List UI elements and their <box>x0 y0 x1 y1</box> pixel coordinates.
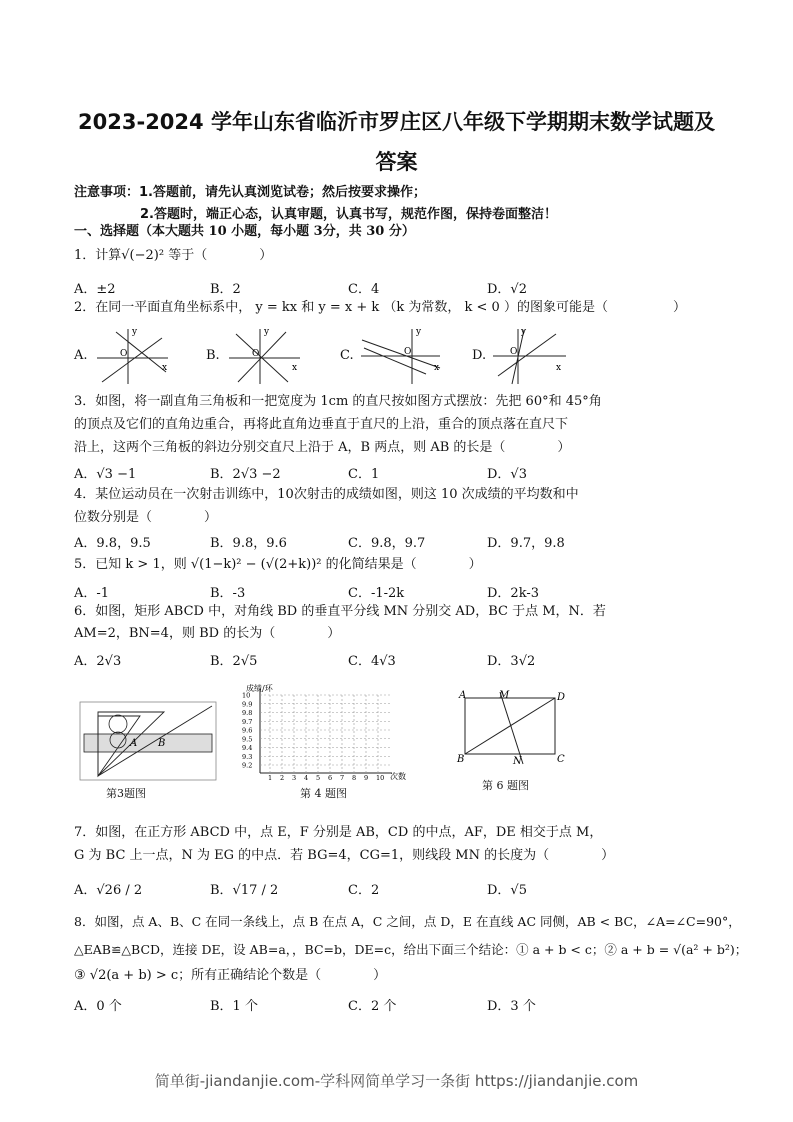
q2-graph-b <box>224 326 304 386</box>
q6-option-b: B．2√5 <box>210 654 258 669</box>
question-4-line1: 4．某位运动员在一次射击训练中，10次射击的成绩如图，则这 10 次成绩的平均数和中 <box>74 487 579 502</box>
y-tick-label: 9.3 <box>242 752 253 761</box>
origin-label: O <box>252 349 260 359</box>
q7-option-a: A．√26 / 2 <box>74 883 143 898</box>
y-tick-label: 9.5 <box>242 735 253 744</box>
figure-6-rectangle <box>455 688 575 768</box>
question-7-line2: G 为 BC 上一点，N 为 EG 的中点．若 BG=4，CG=1，则线段 MN 的长度为（ ） <box>74 848 615 863</box>
question-3-line2: 的顶点及它们的直角边重合，再将此直角边垂直于直尺的上沿，重合的顶点落在直尺下 <box>74 417 569 432</box>
point-d-label: D <box>557 692 566 703</box>
page-footer: 简单街-jiandanjie.com-学科网简单学习一条街 https://jiandanjie.com <box>154 1072 639 1090</box>
q3-option-b: B．2√3 −2 <box>210 467 281 482</box>
q2-option-a: A. <box>74 348 88 363</box>
y-tick-label: 9.8 <box>242 709 253 717</box>
figure-3-ruler-triangles <box>80 702 216 780</box>
question-3-line1: 3．如图，将一副直角三角板和一把宽度为 1cm 的直尺按如图方式摆放：先把 60°和 45°角 <box>74 394 602 409</box>
origin-label: O <box>510 347 518 357</box>
x-tick-label: 9 <box>364 774 369 782</box>
x-tick-label: 1 <box>268 774 273 782</box>
point-m-label: M <box>499 690 510 701</box>
q3-option-c: C．1 <box>348 467 380 482</box>
y-tick-label: 9.6 <box>242 726 253 735</box>
y-tick-label: 9.7 <box>242 717 253 726</box>
question-8-line1: 8．如图，点 A、B、C 在同一条线上，点 B 在点 A，C 之间，点 D，E 在直线 AC 同侧，AB < BC，∠A=∠C=90°， <box>74 914 741 929</box>
x-tick-label: 7 <box>340 774 345 782</box>
q6-option-c: C．4√3 <box>348 654 396 669</box>
q4-option-d: D．9.7，9.8 <box>487 536 565 551</box>
y-axis-label: y <box>264 327 270 337</box>
q6-option-d: D．3√2 <box>487 654 536 669</box>
q4-option-c: C．9.8，9.7 <box>348 536 426 551</box>
point-b-label: B <box>158 738 166 749</box>
point-c-label: C <box>557 754 565 765</box>
question-4-line2: 位数分别是（ ） <box>74 510 218 525</box>
x-tick-label: 4 <box>304 774 309 782</box>
q8-option-a: A．0 个 <box>74 999 122 1014</box>
q1-option-c: C．4 <box>348 282 380 297</box>
point-n-label: N <box>513 756 522 767</box>
q5-option-c: C．-1-2k <box>348 586 405 601</box>
q2-option-c: C. <box>340 348 354 363</box>
question-6-line2: AM=2，BN=4，则 BD 的长为（ ） <box>74 626 341 641</box>
y-axis-label: y <box>416 327 422 337</box>
q4-option-a: A．9.8，9.5 <box>74 536 151 551</box>
q7-option-c: C．2 <box>348 883 380 898</box>
figure-4-caption: 第 4 题图 <box>300 787 347 800</box>
q8-option-c: C．2 个 <box>348 999 397 1014</box>
q1-option-b: B．2 <box>210 282 241 297</box>
question-8-line2: △EAB≌△BCD，连接 DE，设 AB=a，，BC=b，DE=c，给出下面三个结论：① a + b < c；② a + b = √(a² + b²)； <box>74 942 748 957</box>
question-7-line1: 7．如图，在正方形 ABCD 中，点 E，F 分别是 AB，CD 的中点，AF，DE 相交于点 M， <box>74 825 603 840</box>
question-1-stem: 1．计算√(−2)² 等于（ ） <box>74 248 273 263</box>
y-axis-label: y <box>132 327 138 337</box>
page-title-line2: 答案 <box>375 150 418 174</box>
q1-option-d: D．√2 <box>487 282 527 297</box>
q2-graph-d <box>490 326 570 386</box>
y-tick-label: 9.4 <box>242 744 253 752</box>
notes-line2: 2.答题时，端正心态，认真审题，认真书写，规范作图，保持卷面整洁！ <box>140 207 557 222</box>
x-tick-label: 10 <box>376 774 385 782</box>
y-axis-label: y <box>521 327 527 337</box>
x-tick-label: 8 <box>352 774 357 782</box>
q3-option-d: D．√3 <box>487 467 527 482</box>
origin-label: O <box>404 347 412 357</box>
q7-option-d: D．√5 <box>487 883 527 898</box>
q1-option-a: A．±2 <box>74 282 116 297</box>
q5-option-a: A．-1 <box>74 586 110 601</box>
question-6-line1: 6．如图，矩形 ABCD 中，对角线 BD 的垂直平分线 MN 分别交 AD，BC 于点 M，N．若 <box>74 604 606 619</box>
y-tick-label: 9.2 <box>242 761 253 770</box>
question-2-stem: 2．在同一平面直角坐标系中， y = kx 和 y = x + k （k 为常数， k < 0 ）的图象可能是（ ） <box>74 300 686 315</box>
chart-y-axis-label: 成绩/环 <box>246 684 273 693</box>
q7-option-b: B．√17 / 2 <box>210 883 279 898</box>
q2-graph-c <box>356 326 446 386</box>
q2-option-b: B. <box>206 348 220 363</box>
x-axis-label: x <box>556 363 562 373</box>
page-title-line1: 2023-2024 学年山东省临沂市罗庄区八年级下学期期末数学试题及 <box>78 110 715 134</box>
point-a-label: A <box>459 690 467 701</box>
q6-option-a: A．2√3 <box>74 654 122 669</box>
point-a-label: A <box>130 738 138 749</box>
y-tick-label: 9.9 <box>242 700 253 709</box>
point-b-label: B <box>457 754 465 765</box>
q2-option-d: D. <box>472 348 487 363</box>
figure-3-caption: 第3题图 <box>106 787 146 800</box>
question-5-stem: 5．已知 k > 1，则 √(1−k)² − (√(2+k))² 的化简结果是（ ） <box>74 557 482 572</box>
x-tick-label: 2 <box>280 774 285 782</box>
q2-graph-a <box>92 326 172 386</box>
q3-option-a: A．√3 −1 <box>74 467 137 482</box>
x-axis-label: x <box>162 363 168 373</box>
x-axis-label: x <box>292 363 298 373</box>
origin-label: O <box>120 349 128 359</box>
x-tick-label: 6 <box>328 774 333 782</box>
x-tick-label: 5 <box>316 774 321 782</box>
notes-line1: 注意事项：1.答题前，请先认真浏览试卷；然后按要求操作； <box>74 185 426 200</box>
q4-option-b: B．9.8，9.6 <box>210 536 287 551</box>
q8-option-b: B．1 个 <box>210 999 258 1014</box>
section-heading: 一、选择题（本大题共 10 小题，每小题 3分，共 30 分） <box>74 224 415 239</box>
chart-x-axis-label: 次数 <box>390 772 406 781</box>
q5-option-d: D．2k-3 <box>487 586 540 601</box>
q8-option-d: D．3 个 <box>487 999 536 1014</box>
x-tick-label: 3 <box>292 774 297 782</box>
question-8-line3: ③ √2(a + b) > c；所有正确结论个数是（ ） <box>74 968 387 983</box>
question-3-line3: 沿上，这两个三角板的斜边分别交直尺上沿于 A，B 两点，则 AB 的长是（ ） <box>74 440 571 455</box>
y-tick-label: 10 <box>242 691 251 700</box>
figure-4-score-chart <box>238 683 416 783</box>
figure-6-caption: 第 6 题图 <box>482 779 529 792</box>
q5-option-b: B．-3 <box>210 586 246 601</box>
x-axis-label: x <box>434 363 440 373</box>
